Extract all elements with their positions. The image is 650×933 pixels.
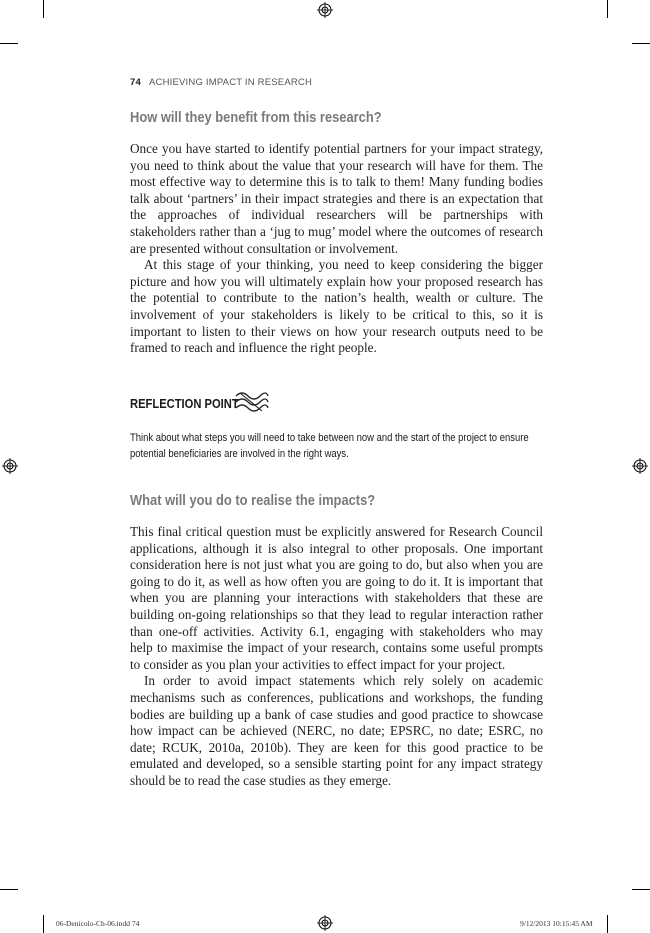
registration-mark-icon	[2, 458, 18, 474]
paragraph: In order to avoid impact statements which rely solely on academic mechanisms such as conferences, publications and workshops, the funding bodies are building up a bank of case studies and good practice to showcase how impact can be achieved (NERC, no date; EPSRC, no date; ESRC, no date; RCUK, 2010a, 2010b). They are keen for this good practice to be emulated and developed, so a sensible starting point for any impact strategy should be to read the case studies as they emerge.	[130, 673, 543, 788]
registration-mark-icon	[632, 458, 648, 474]
registration-mark-icon	[317, 915, 333, 931]
crop-mark-top-left-h	[0, 43, 18, 44]
crop-mark-bottom-right-v	[607, 915, 608, 933]
crop-mark-bottom-left-v	[43, 915, 44, 933]
crop-mark-bottom-right-h	[632, 889, 650, 890]
crop-mark-top-right-v	[607, 0, 608, 18]
crop-mark-bottom-left-h	[0, 889, 18, 890]
wave-icon	[234, 391, 270, 413]
section-body	[130, 524, 543, 790]
paragraph: Once you have started to identify potential partners for your impact strategy, you need to think about the value that your research will have for them. The most effective way to determine this is to talk to them! Many funding bodies talk about ‘partners’ in their impact strategies and there is an expectation that the approaches of individual researchers will be partnerships with stakeholders rather than a ‘jug to mug’ model where the outcomes of research are presented without consultation or involvement.	[130, 141, 543, 256]
running-head-title: ACHIEVING IMPACT IN RESEARCH	[148, 77, 313, 88]
crop-mark-top-left-v	[43, 0, 44, 18]
paragraph: At this stage of your thinking, you need to keep considering the bigger picture and how you will ultimately explain how your proposed research has the potential to contribute to the nation’s health, wealth or culture. The involvement of your stakeholders is likely to be critical to this, so it is important to listen to their views on how your research outputs need to be framed to reach and influence the right people.	[130, 257, 543, 356]
running-head	[130, 77, 312, 88]
slug-timestamp: 9/12/2013 10:15:45 AM	[520, 919, 593, 928]
crop-mark-top-right-h	[632, 43, 650, 44]
slug-filename: 06-Denicolo-Ch-06.indd 74	[56, 919, 140, 928]
section-heading: How will they benefit from this research?	[130, 109, 382, 126]
reflection-point-text: Think about what steps you will need to take between now and the start of the project to ensure potential beneficiaries are involved in the right ways.	[130, 432, 529, 460]
section-heading: What will you do to realise the impacts?	[130, 492, 376, 509]
section-body	[130, 141, 543, 357]
registration-mark-icon	[317, 2, 333, 18]
reflection-point-title: REFLECTION POINT	[130, 396, 239, 411]
page-number: 74	[130, 77, 141, 88]
paragraph: This final critical question must be explicitly answered for Research Council applications, although it is also integral to other proposals. One important consideration here is not just what you are going to do, but also when you are going to do it, as well as how often you are going to do it. It is important that when you are planning your interactions with stakeholders that these are building on-going relationships so that they lead to regular interaction rather than one-off activities. Activity 6.1, engaging with stakeholders who may help to maximise the impact of your research, contains some useful prompts to consider as you plan your activities to effect impact for your project.	[130, 524, 543, 672]
